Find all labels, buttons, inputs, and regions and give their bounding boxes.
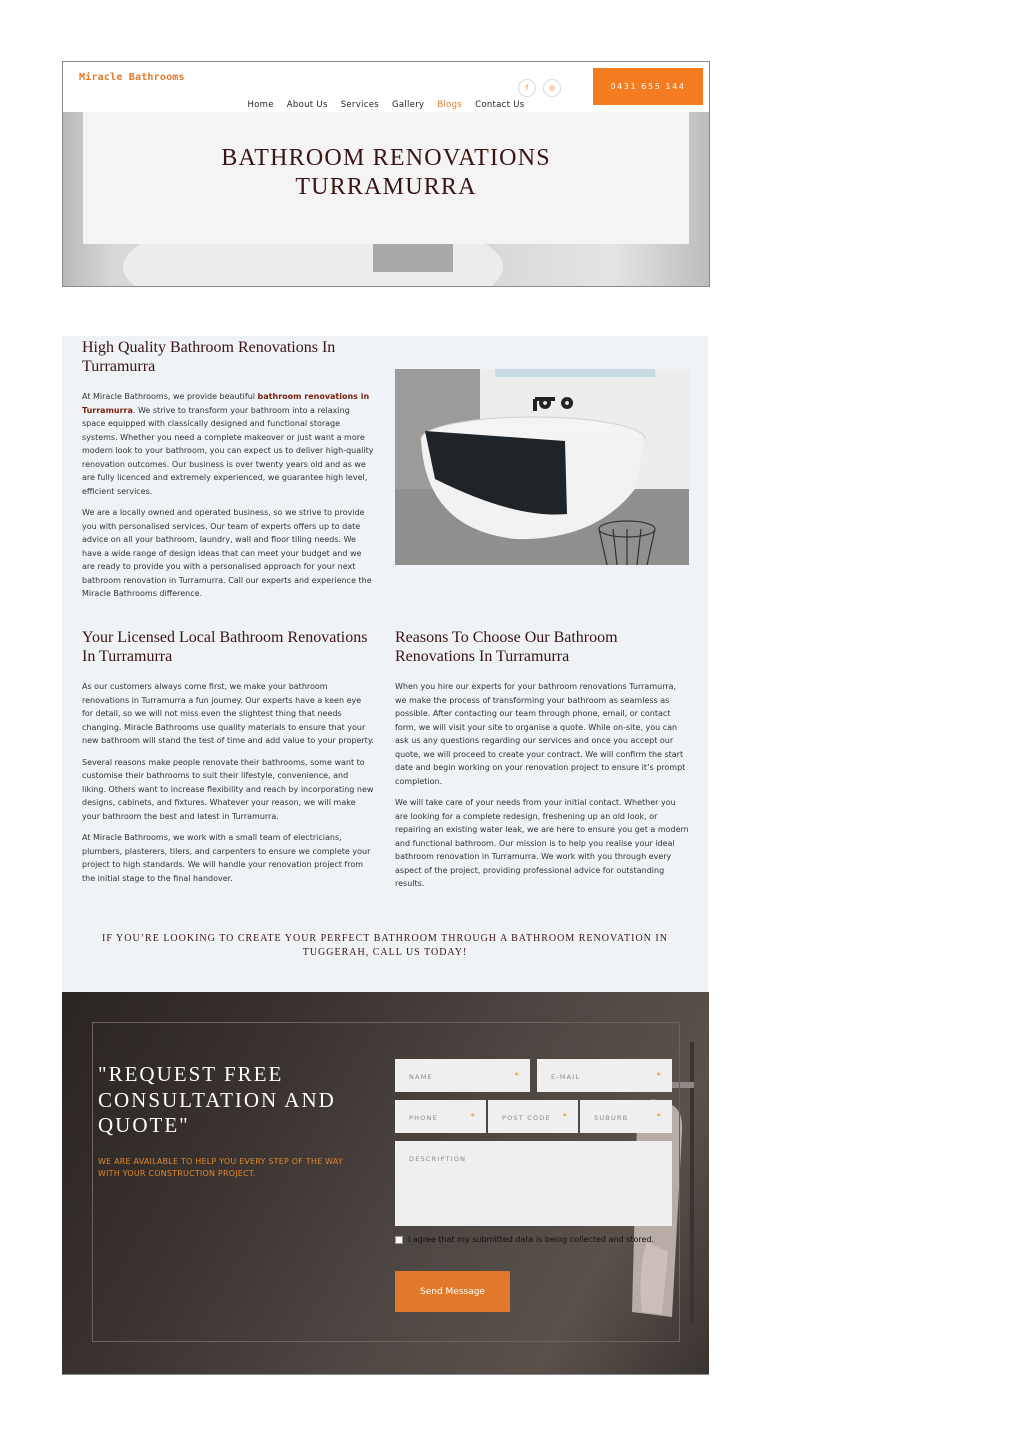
suburb-field[interactable] — [580, 1100, 672, 1133]
facebook-icon[interactable]: f — [518, 79, 536, 97]
page-title — [83, 144, 689, 202]
description-field[interactable] — [395, 1141, 672, 1226]
required-mark: * — [470, 1112, 476, 1121]
page-title-line-2: TURRAMURRA — [295, 174, 477, 200]
required-mark: * — [514, 1071, 520, 1080]
form-title: "REQUEST FREE CONSULTATION AND QUOTE" — [98, 1062, 336, 1137]
description-placeholder: DESCRIPTION — [409, 1155, 467, 1163]
bathroom-renovations-link[interactable]: bathroom renovations in Turramurra — [82, 392, 370, 415]
name-field[interactable] — [395, 1059, 530, 1092]
send-message-button[interactable]: Send Message — [395, 1271, 510, 1312]
content-section — [62, 336, 708, 992]
phone-field[interactable] — [395, 1100, 486, 1133]
instagram-icon[interactable]: ◎ — [543, 79, 561, 97]
page-title-line-1: BATHROOM RENOVATIONS — [221, 145, 551, 171]
licensed-column — [82, 628, 374, 893]
section-heading-high-quality: High Quality Bathroom Renovations In Turramurra — [82, 339, 336, 375]
nav-gallery[interactable]: Gallery — [391, 100, 425, 110]
nav-services[interactable]: Services — [340, 100, 379, 110]
consultation-form-section — [62, 992, 709, 1375]
form-subtitle — [98, 1156, 368, 1179]
intro-paragraph-1 — [82, 390, 374, 498]
form-subtitle-line-2: WITH YOUR CONSTRUCTION PROJECT. — [98, 1168, 256, 1178]
suburb-placeholder: SUBURB — [594, 1114, 629, 1122]
intro-text-start: At Miracle Bathrooms, we provide beautiful — [82, 392, 258, 401]
nav-home[interactable]: Home — [247, 100, 274, 110]
reasons-column — [395, 628, 689, 899]
email-field[interactable] — [537, 1059, 672, 1092]
nav-blogs[interactable]: Blogs — [437, 100, 462, 113]
licensed-paragraph-2: Several reasons make people renovate their bathrooms, some want to customise their bathrooms to suit their lifestyle, convenience, and liking. Others want to increase flexibility and reach by incorporating new designs, cabinets, and fixtures. Whatever your reason, we will make your bathroom the best and latest in Turramurra. — [82, 757, 374, 821]
form-subtitle-line-1: WE ARE AVAILABLE TO HELP YOU EVERY STEP OF THE WAY — [98, 1157, 343, 1166]
consent-checkbox[interactable] — [395, 1236, 403, 1244]
site-logo[interactable]: Miracle Bathrooms — [79, 72, 185, 83]
hero-banner — [62, 112, 710, 287]
site-header — [62, 61, 710, 113]
postcode-field[interactable] — [488, 1100, 578, 1133]
intro-paragraph-2: We are a locally owned and operated business, so we strive to provide you with personalised services. Our team of experts offers up to date advice on all your bathroom, laundry, wall and floor tiling needs. We have a wide range of design ideas that can meet your budget and we are ready to provide you with a personalised approach for your next bathroom renovation in Turramurra. Call our experts and experience the Miracle Bathrooms difference. — [82, 508, 372, 598]
licensed-paragraph-3: At Miracle Bathrooms, we work with a small team of electricians, plumbers, plasterers, tilers, and carpenters to ensure we complete your project to high standards. We will handle your renovation project from the initial stage to the final handover. — [82, 833, 371, 883]
phone-placeholder: PHONE — [409, 1114, 438, 1122]
intro-text-end: . We strive to transform your bathroom into a relaxing space equipped with classically designed and functional storage systems. Whether you need a complete makeover or just want a more modern look to your bathroom, you can expect us to deliver high-quality renovation outcomes. Our business is over twenty years old and as we are fully licenced and extremely experienced, we guarantee high level, efficient services. — [82, 405, 374, 496]
nav-about-us[interactable]: About Us — [286, 100, 328, 110]
nav-contact-us[interactable]: Contact Us — [475, 100, 525, 110]
hero-title-box — [83, 112, 689, 244]
phone-button[interactable]: 0431 655 144 — [593, 68, 703, 105]
reasons-paragraph-1: When you hire our experts for your bathroom renovations Turramurra, we make the process of transforming your bathroom as seamless as possible. After contacting our team through phone, email, or contact form, we will visit your site to organise a quote. While on-site, you can ask us any questions regarding our services and once you accept our quote, we will proceed to create your contract. We will confirm the start date and begin working on your renovation project to ensure it’s prompt completion. — [395, 682, 686, 786]
section-heading-reasons: Reasons To Choose Our Bathroom Renovations In Turramurra — [395, 629, 618, 665]
required-mark: * — [562, 1112, 568, 1121]
reasons-paragraph-2: We will take care of your needs from your initial contact. Whether you are looking for a complete redesign, freshening up an old look, or repairing an existing water leak, we are here to ensure you get a modern and functional bathroom. Our mission is to help you realise your ideal bathroom renovation in Turramurra. We work with you through every aspect of the project, providing professional advice for outstanding results. — [395, 798, 689, 888]
required-mark: * — [656, 1112, 662, 1121]
intro-column — [82, 338, 374, 609]
postcode-placeholder: POST CODE — [502, 1114, 551, 1122]
call-to-action-text: IF YOU’RE LOOKING TO CREATE YOUR PERFECT BATHROOM THROUGH A BATHROOM RENOVATION IN TUGGERAH, CALL US TODAY! — [102, 933, 668, 958]
required-mark: * — [656, 1071, 662, 1080]
licensed-paragraph-1: As our customers always come first, we make your bathroom renovations in Turramurra a fun journey. Our experts have a keen eye for detail, so we will not miss even the slightest thing that needs changing. Miracle Bathrooms use quality materials to ensure that your new bathroom will stand the test of time and add value to your property. — [82, 682, 374, 745]
bathtub-photo — [395, 369, 689, 565]
name-placeholder: NAME — [409, 1073, 433, 1081]
consent-label: I agree that my submitted data is being collected and stored. — [408, 1235, 654, 1244]
section-heading-licensed: Your Licensed Local Bathroom Renovations In Turramurra — [82, 629, 368, 665]
email-placeholder: E-MAIL — [551, 1073, 581, 1081]
